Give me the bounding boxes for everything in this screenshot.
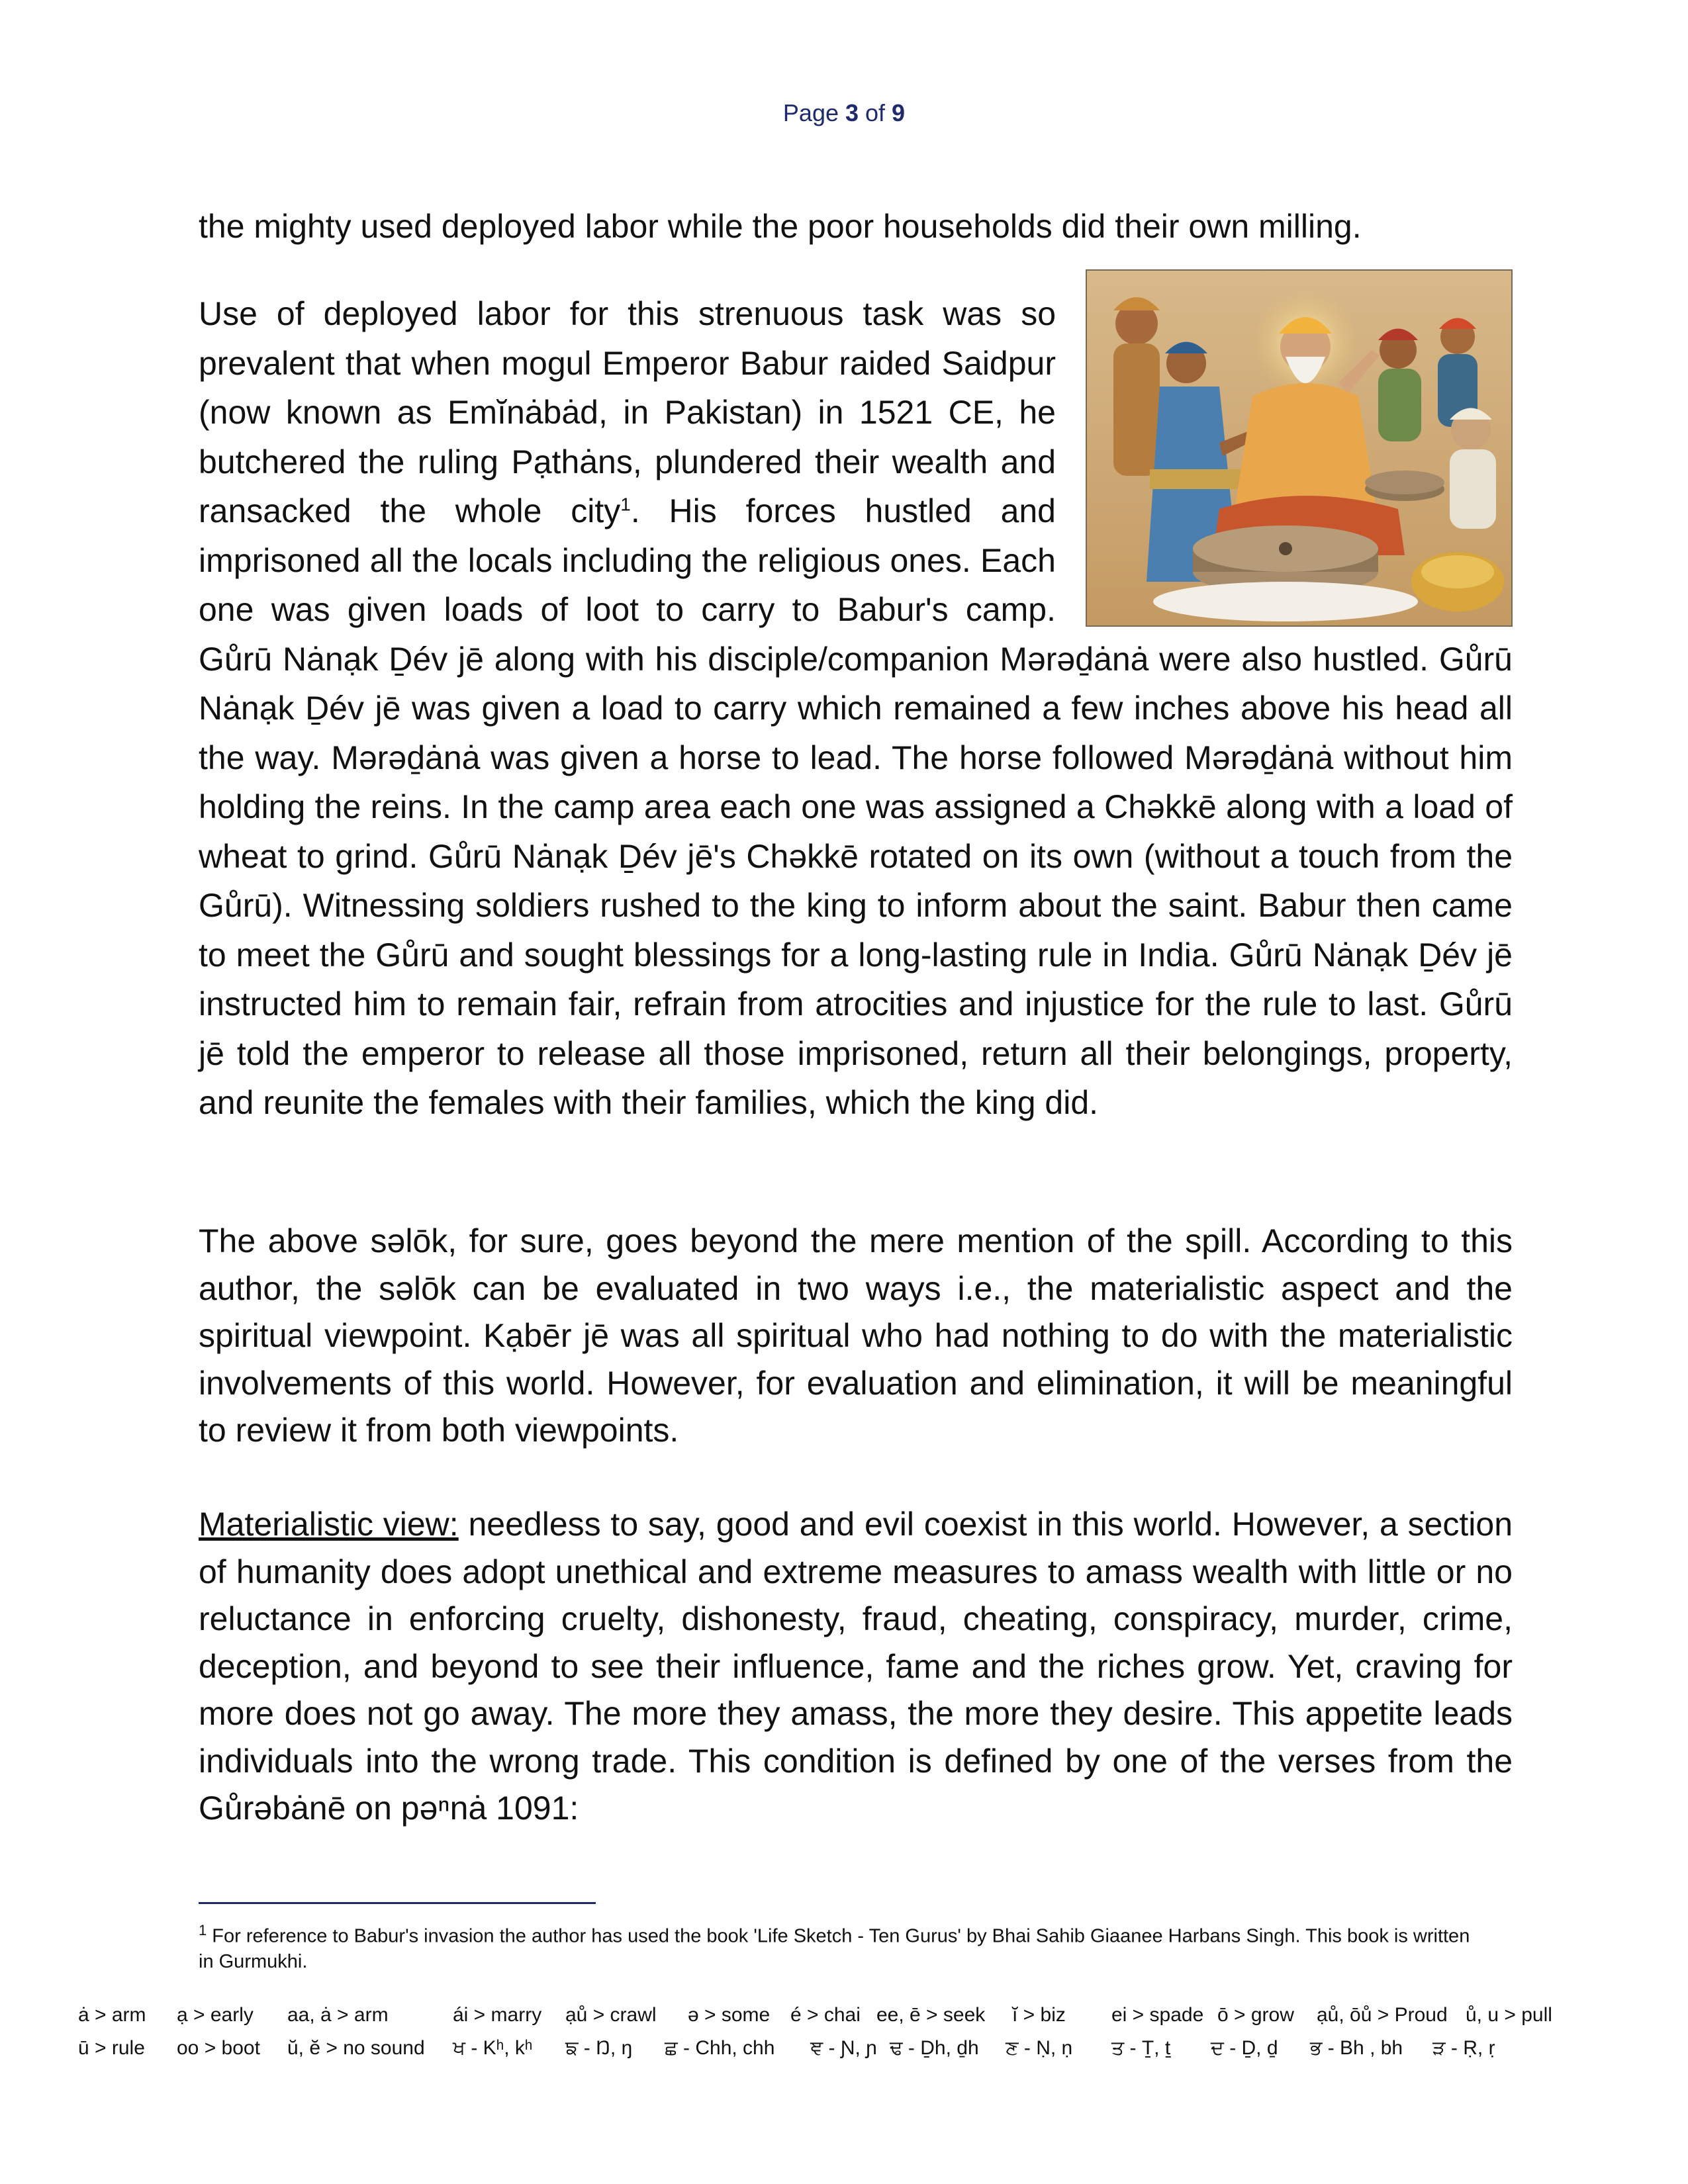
key-entry: ਞ - Ɲ, ɲ xyxy=(810,2037,877,2059)
materialistic-heading: Materialistic view: xyxy=(199,1506,459,1543)
key-entry: ਛ - Chh, chh xyxy=(665,2037,775,2059)
key-entry: ū > rule xyxy=(78,2037,145,2059)
key-entry: ů, u > pull xyxy=(1466,2004,1552,2026)
salok-paragraph: The above səlōk, for sure, goes beyond the mere mention of the spill. According to this author, the səlōk can be evaluated in two ways i.e., the materialistic aspect and the spiritual viewpoint. Kạbēr jē was all spiritual who had nothing to do with the materialistic involvements of this world. However, for evaluation and elimination, it will be meaningful to review it from both viewpoints. xyxy=(199,1222,1513,1449)
key-entry: ee, ē > seek xyxy=(876,2004,986,2026)
key-entry: ਣ - Ṇ, ṇ xyxy=(1006,2037,1073,2059)
page-number-current: 3 xyxy=(845,99,859,126)
pronunciation-key-row-2 xyxy=(78,2037,1620,2060)
key-entry: ਢ - Ḏh, ḏh xyxy=(890,2037,979,2059)
key-entry: oo > boot xyxy=(177,2037,260,2059)
key-entry: ਤ - Ṯ, ṯ xyxy=(1111,2037,1171,2059)
key-entry: ei > spade xyxy=(1111,2004,1204,2026)
footnote-divider xyxy=(199,1902,596,1904)
materialistic-paragraph xyxy=(199,1501,1513,1833)
key-entry: ạ > early xyxy=(177,2004,254,2026)
key-entry: ŭ, ĕ > no sound xyxy=(287,2037,425,2059)
page-number xyxy=(0,99,1688,127)
page-number-middle: of xyxy=(859,99,892,126)
key-entry: ạů, ōů > Proud xyxy=(1317,2004,1448,2026)
lead-line-paragraph: the mighty used deployed labor while the poor households did their own milling. xyxy=(199,208,1362,245)
key-entry: ạů > crawl xyxy=(565,2004,657,2026)
story-paragraph xyxy=(199,289,1513,1128)
key-entry: ਖ - Kʰ, kʰ xyxy=(453,2037,533,2059)
pronunciation-key-row-1 xyxy=(78,2004,1620,2026)
key-entry: ȧ > arm xyxy=(78,2004,146,2026)
footnote xyxy=(199,1918,1483,1974)
key-entry: ਦ - Ḏ, ḏ xyxy=(1211,2037,1278,2059)
guru-chakki-illustration xyxy=(1086,269,1513,627)
key-entry: ੜ - Ṛ, ṛ xyxy=(1432,2037,1495,2059)
footnote-mark: 1 xyxy=(199,1922,207,1938)
key-entry: ਭ - Bh , bh xyxy=(1310,2037,1403,2059)
story-text-part2: . His forces hustled and imprisoned all the locals including the religious ones. Each one was given loads of loot to carry to Babur's camp. Gůrū Nȧnạk Ḏév jē along with his disciple/companion Mərəḏȧnȧ were also hustled. Gůrū Nȧnạk Ḏév jē was given a load to carry which remained a few inches above his head all the way. Mərəḏȧnȧ was given a horse to lead. The horse followed Mərəḏȧnȧ without him holding the reins. In the camp area each one was assigned a Chəkkē along with a load of wheat to grind. Gůrū Nȧnạk Ḏév jē's Chəkkē rotated on its own (without a touch from the Gůrū). Witnessing soldiers rushed to the king to inform about the saint. Babur then came to meet the Gůrū and sought blessings for a long-lasting rule in India. Gůrū Nȧnạk Ḏév jē instructed him to remain fair, refrain from atrocities and injustice for the rule to last. Gůrū jē told the emperor to release all those imprisoned, return all their belongings, property, and reunite the females with their families, which the king did. xyxy=(199,492,1513,1121)
footnote-text: For reference to Babur's invasion the author has used the book 'Life Sketch - Ten Gurus' by Bhai Sahib Giaanee Harbans Singh. This book is written in Gurmukhi. xyxy=(199,1925,1470,1972)
footnote-reference: 1 xyxy=(620,494,631,515)
key-entry: ə > some xyxy=(688,2004,771,2026)
page-number-total: 9 xyxy=(892,99,906,126)
key-entry: é > chai xyxy=(790,2004,861,2026)
story-text-part1: Use of deployed labor for this strenuous task was so prevalent that when mogul Emperor Babur raided Saidpur (now known as Emĭnȧbȧd, in Pakistan) in 1521 CE, he butchered the ruling Pạthȧns, plundered their wealth and ransacked the whole city xyxy=(199,295,1056,529)
materialistic-text: needless to say, good and evil coexist in this world. However, a section of humanity does adopt unethical and extreme measures to amass wealth with little or no reluctance in enforcing cruelty, dishonesty, fraud, cheating, conspiracy, murder, crime, deception, and beyond to see their influence, fame and the riches grow. Yet, craving for more does not go away. The more they amass, the more they desire. This appetite leads individuals into the wrong trade. This condition is defined by one of the verses from the Gůrəbȧnē on pəⁿnȧ 1091: xyxy=(199,1506,1513,1827)
key-entry: ĭ > biz xyxy=(1012,2004,1066,2026)
illustration-painting xyxy=(1087,271,1511,625)
key-entry: ō > grow xyxy=(1217,2004,1294,2026)
page-number-prefix: Page xyxy=(782,99,845,126)
key-entry: aa, ȧ > arm xyxy=(287,2004,389,2026)
key-entry: ái > marry xyxy=(453,2004,542,2026)
key-entry: ਙ - Ŋ, ŋ xyxy=(565,2037,633,2059)
